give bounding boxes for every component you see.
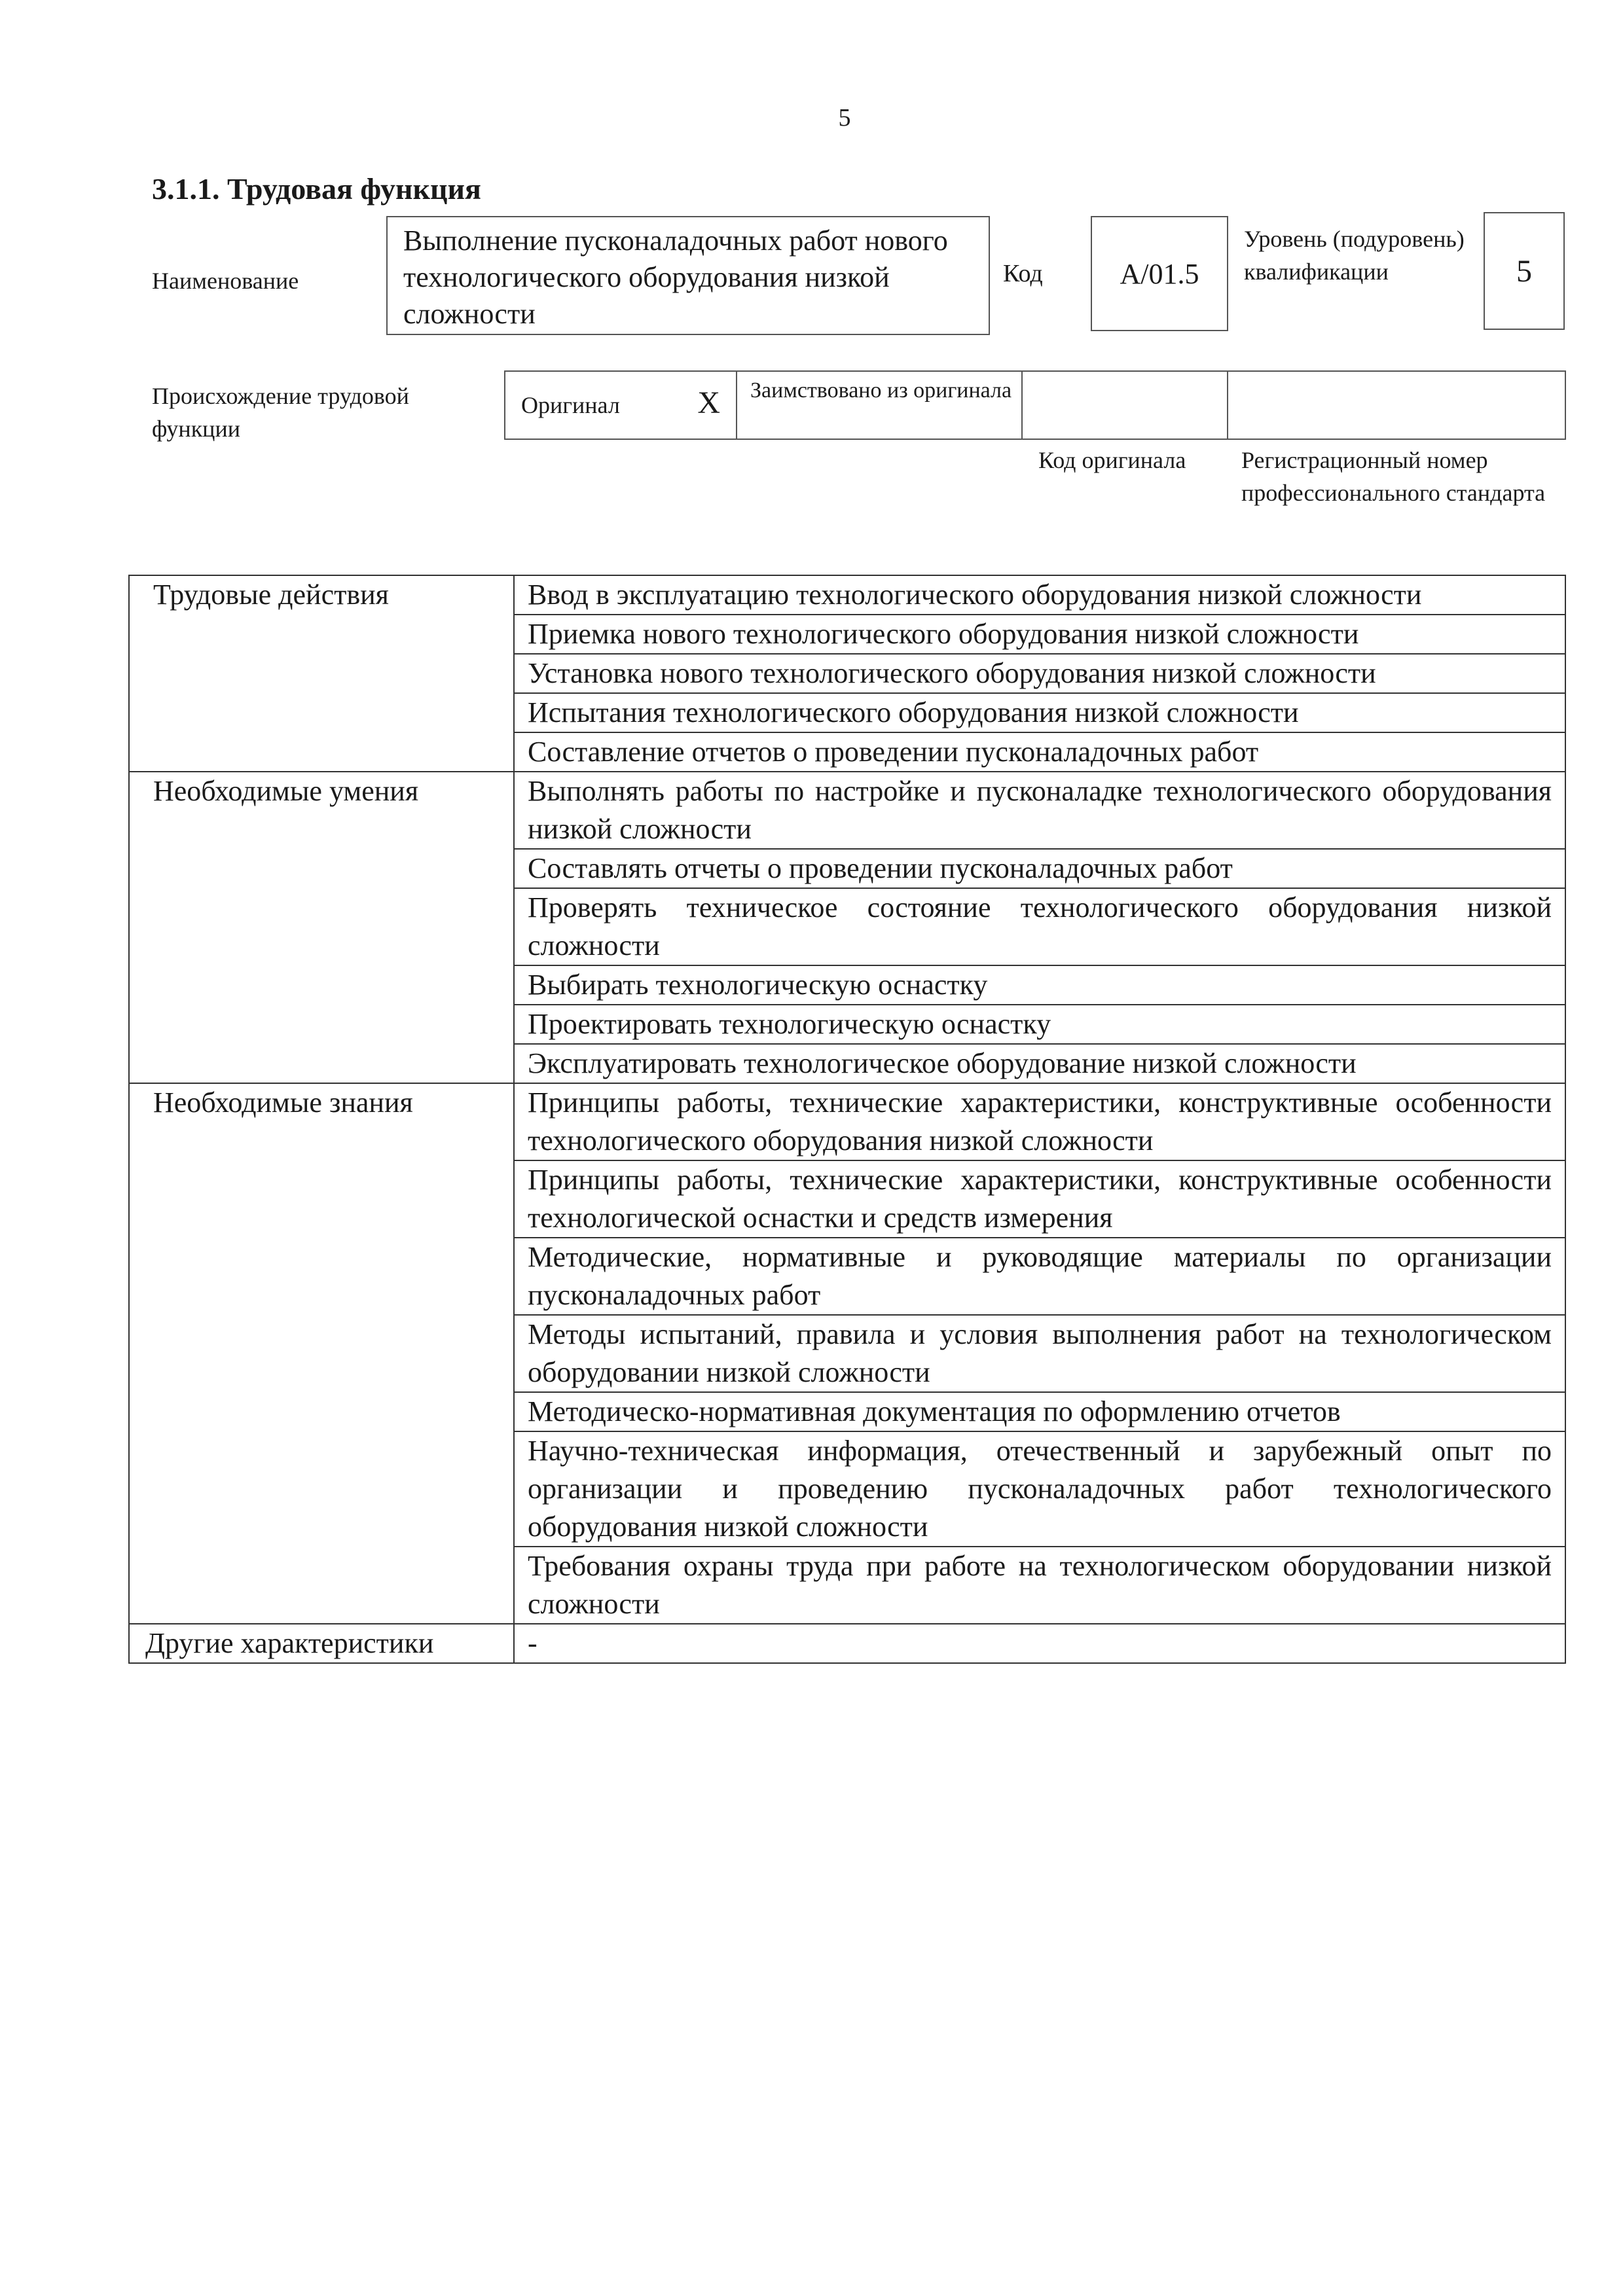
labor-action-item: Приемка нового технологического оборудования низкой сложности	[514, 615, 1565, 654]
knowledge-item: Методические, нормативные и руководящие материалы по организации пусконаладочных работ	[514, 1238, 1565, 1315]
knowledge-item: Методы испытаний, правила и условия выполнения работ на технологическом оборудовании низкой сложности	[514, 1315, 1565, 1392]
name-label: Наименование	[152, 268, 299, 294]
code-value: А/01.5	[1120, 257, 1199, 290]
code-value-box	[1091, 216, 1228, 331]
skill-item: Проектировать технологическую оснастку	[514, 1005, 1565, 1044]
origin-row	[504, 370, 1566, 440]
original-mark: X	[697, 386, 720, 420]
knowledge-item: Требования охраны труда при работе на технологическом оборудовании низкой сложности	[514, 1547, 1565, 1624]
skill-item: Выбирать технологическую оснастку	[514, 965, 1565, 1005]
knowledge-item: Принципы работы, технические характеристики, конструктивные особенности технологической оснастки и средств измерения	[514, 1160, 1565, 1238]
table-row	[129, 1083, 1565, 1160]
knowledge-group	[129, 1083, 1565, 1624]
other-title: Другие характеристики	[129, 1624, 514, 1663]
table-row	[129, 1624, 1565, 1663]
level-value-box	[1484, 212, 1565, 330]
original-label: Оригинал	[521, 392, 620, 418]
labor-action-item: Составление отчетов о проведении пусконаладочных работ	[514, 732, 1565, 772]
reg-number-label: Регистрационный номер профессионального стандарта	[1241, 447, 1546, 506]
level-value: 5	[1516, 253, 1532, 289]
reg-number-cell	[1228, 372, 1565, 439]
knowledge-title: Необходимые знания	[129, 1083, 514, 1624]
table-row	[129, 575, 1565, 615]
level-label: Уровень (подуровень) квалификации	[1244, 226, 1465, 285]
borrowed-cell	[737, 372, 1023, 439]
name-value-box: Выполнение пусконаладочных работ нового технологического оборудования низкой сложности	[386, 216, 990, 335]
knowledge-item: Принципы работы, технические характеристики, конструктивные особенности технологического оборудования низкой сложности	[514, 1083, 1565, 1160]
labor-actions-group	[129, 575, 1565, 772]
labor-actions-title: Трудовые действия	[129, 575, 514, 772]
labor-action-item: Испытания технологического оборудования низкой сложности	[514, 693, 1565, 732]
skills-group	[129, 772, 1565, 1083]
borrowed-label: Заимствовано из оригинала	[750, 378, 1012, 403]
other-value: -	[514, 1624, 1565, 1663]
skill-item: Проверять техническое состояние технологического оборудования низкой сложности	[514, 888, 1565, 965]
knowledge-item: Методическо-нормативная документация по оформлению отчетов	[514, 1392, 1565, 1431]
table-row	[129, 772, 1565, 849]
origin-label: Происхождение трудовой функции	[152, 383, 409, 442]
skill-item: Составлять отчеты о проведении пусконаладочных работ	[514, 849, 1565, 888]
page-number: 5	[838, 104, 851, 132]
other-group	[129, 1624, 1565, 1663]
labor-action-item: Установка нового технологического оборудования низкой сложности	[514, 654, 1565, 693]
section-title: 3.1.1. Трудовая функция	[152, 172, 481, 206]
labor-function-table	[128, 575, 1566, 1664]
labor-action-item: Ввод в эксплуатацию технологического оборудования низкой сложности	[514, 575, 1565, 615]
code-original-cell	[1023, 372, 1228, 439]
knowledge-item: Научно-техническая информация, отечественный и зарубежный опыт по организации и проведению пусконаладочных работ технологического оборудования низкой сложности	[514, 1431, 1565, 1547]
skill-item: Эксплуатировать технологическое оборудование низкой сложности	[514, 1044, 1565, 1083]
code-label: Код	[1003, 260, 1043, 287]
skill-item: Выполнять работы по настройке и пусконаладке технологического оборудования низкой сложности	[514, 772, 1565, 849]
original-cell	[505, 372, 737, 439]
skills-title: Необходимые умения	[129, 772, 514, 1083]
code-original-label: Код оригинала	[1038, 447, 1186, 473]
